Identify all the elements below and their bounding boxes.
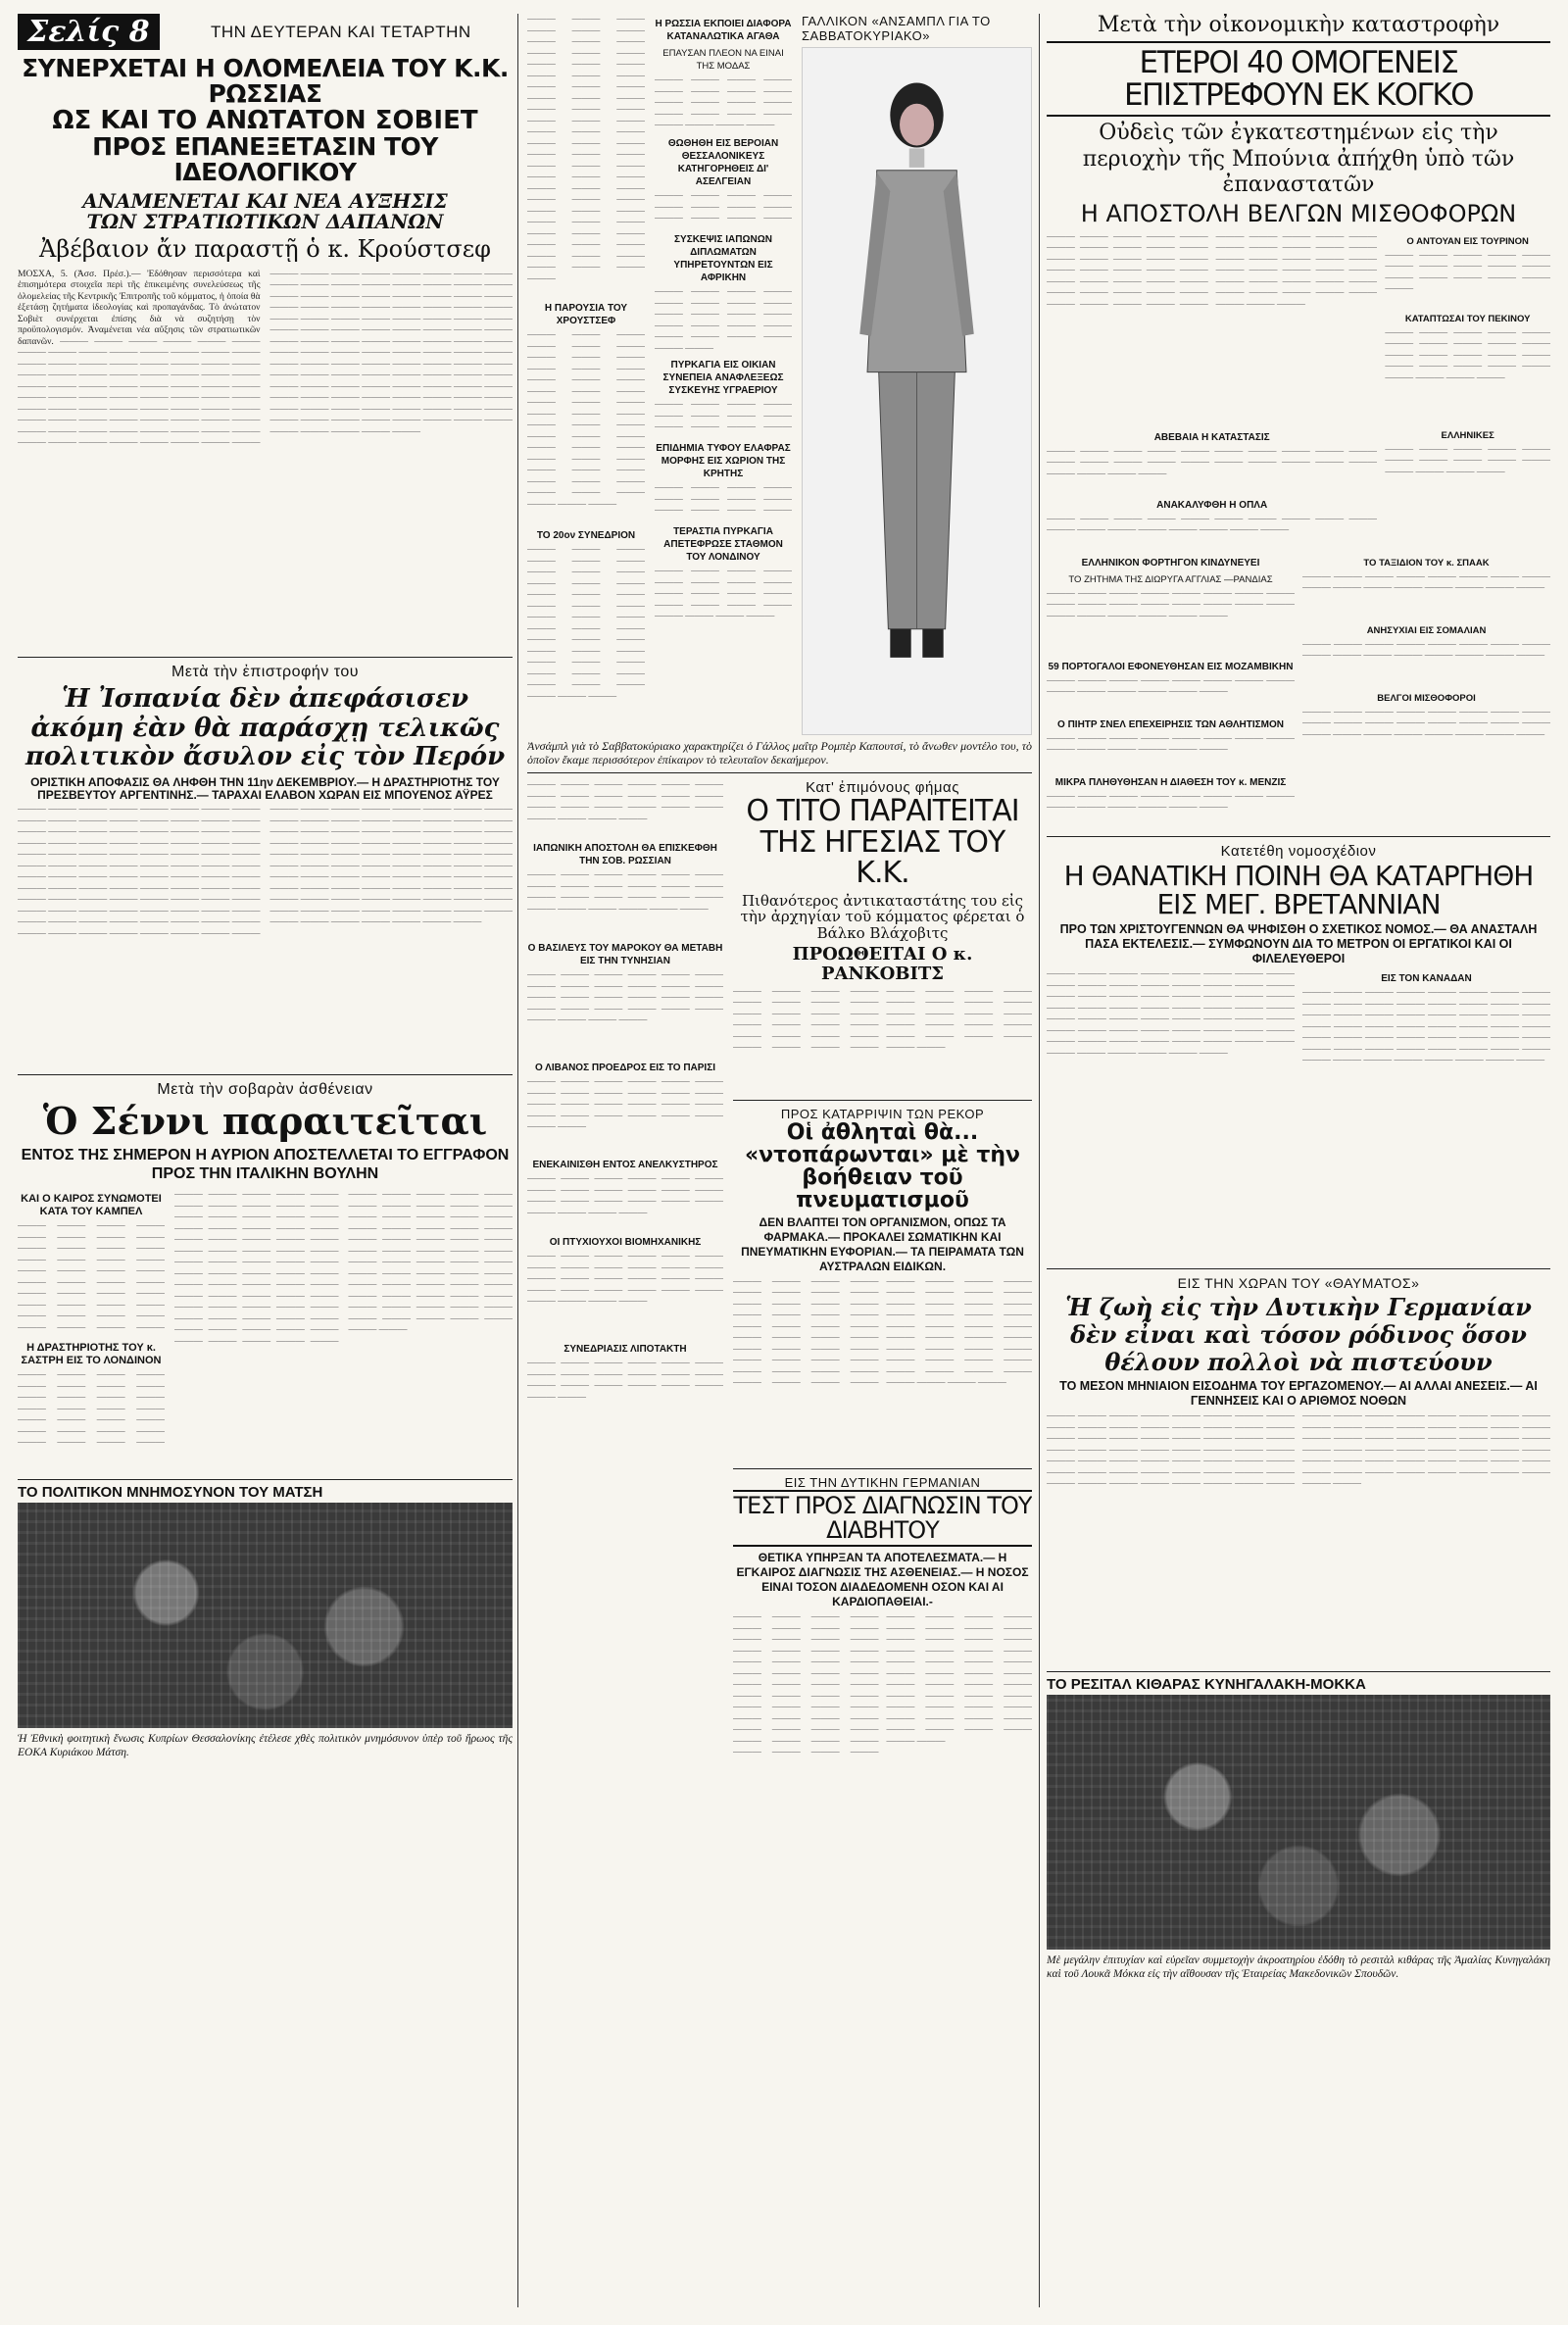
lower-left-body-5: ——— ——— ——— ——— ——— ——— ——— ——— ——— ——— ——— ——— ——— ——— ——— ——— ——— ——— ——— ——— ——— ——— bbox=[527, 1173, 723, 1218]
fashion-caption: Ἀνσάμπλ γιὰ τὸ Σαββατοκύριακο χαρακτηρίζει ὁ Γάλλος μαΐτρ Ρομπὲρ Καπουτσί, τὸ ἄνωθεν μοντέλο του, τὸ ὁποῖον ἔκαμε περισσότερον ἐπίκαιρον τὸ τελευταῖον δεκαήμερον. bbox=[527, 739, 1032, 767]
tito-subhead: Πιθανότερος ἀντικαταστάτης του εἰς τὴν ἀρχηγίαν τοῦ κόμματος φέρεται ὁ Βάλκο Βλάχοβιτς bbox=[740, 891, 1025, 942]
spain-subhead: ΟΡΙΣΤΙΚΗ ΑΠΟΦΑΣΙΣ ΘΑ ΛΗΦΘΗ ΤΗΝ 11ην ΔΕΚΕΜΒΡΙΟΥ.— Η ΔΡΑΣΤΗΡΙΟΤΗΣ ΤΟΥ ΠΡΕΣΒΕΥΤΟΥ ΑΡΓΕΝΤΙΝΗΣ.— ΤΑΡΑΧΑΙ ΕΛΑΒΟΝ ΧΩΡΑΝ ΕΙΣ ΜΠΟΥΕΝΟΣ ΑΫΡΕΣ bbox=[30, 775, 500, 803]
congo-small-1-body: ——— ——— ——— ——— ——— ——— ——— ——— ——— ——— ——— ——— ——— ——— ——— ——— ——— ——— ——— ——— ——— ——— ——— ——— bbox=[1047, 445, 1378, 479]
congress-subhead: ΤΟ 20ον ΣΥΝΕΔΡΙΟΝ bbox=[536, 530, 636, 541]
news-briefs-right bbox=[1047, 553, 1550, 830]
matsis-photo-caption: Ἡ Ἐθνικὴ φοιτητικὴ ἕνωσις Κυπρίων Θεσσαλονίκης ἐτέλεσε χθὲς πολιτικὸν μνημόσυνον ὑπὲρ τοῦ ἥρωος τῆς ΕΟΚΑ Κυριάκου Μάτση. bbox=[18, 1733, 513, 1759]
canada-body: ——— ——— ——— ——— ——— ——— ——— ——— ——— ——— ——— ——— ——— ——— ——— ——— ——— ——— ——— ——— ——— ——— ——— ——— ——— ——— ——— ——— ——— ——— ——— ——— ——— ——— ——— ——— ——— ——— ——— ——— ——— ——— ——— ——— ——— ——— ——— ——— ——— ——— ——— ——— ——— ——— ——— ——— bbox=[1302, 987, 1550, 1066]
record-subhead: ΔΕΝ ΒΛΑΠΤΕΙ ΤΟΝ ΟΡΓΑΝΙΣΜΟΝ, ΟΠΩΣ ΤΑ ΦΑΡΜΑΚΑ.— ΠΡΟΚΑΛΕΙ ΣΩΜΑΤΙΚΗΝ ΚΑΙ ΠΝΕΥΜΑΤΙΚΗΝ ΕΥΦΟΡΙΑΝ.— ΤΑ ΠΕΙΡΑΜΑΤΑ ΤΩΝ ΑΥΣΤΡΑΛΩΝ ΕΙΔΙΚΩΝ. bbox=[741, 1214, 1024, 1273]
brief-5-body: ——— ——— ——— ——— ——— ——— ——— ——— ——— ——— ——— ——— ——— ——— bbox=[655, 482, 792, 521]
greek-ship-subhead: ΕΛΛΗΝΙΚΟΝ ΦΟΡΤΗΓΟΝ ΚΙΝΔΥΝΕΥΕΙ bbox=[1081, 557, 1260, 569]
menzies-body: ——— ——— ——— ——— ——— ——— ——— ——— ——— ——— ——— ——— ——— ——— bbox=[1047, 790, 1295, 814]
congo-deck: Οὐδεὶς τῶν ἐγκατεστημένων εἰς τὴν περιοχὴν τῆς Μπούνια ἀπήχθη ὑπὸ τῶν ἐπαναστατῶν bbox=[1082, 121, 1515, 198]
mozambique-subhead: 59 ΠΟΡΤΟΓΑΛΟΙ ΕΦΟΝΕΥΘΗΣΑΝ ΕΙΣ ΜΟΖΑΜΒΙΚΗΝ bbox=[1048, 661, 1294, 672]
congo-right-2: ΚΑΤΑΠΤΩΣΑΙ ΤΟΥ ΠΕΚΙΝΟΥ bbox=[1404, 313, 1531, 324]
snell-body: ——— ——— ——— ——— ——— ——— ——— ——— ——— ——— ——— ——— ——— ——— bbox=[1047, 732, 1295, 756]
deserter-subhead: ΣΥΝΕΔΡΙΑΣΙΣ ΛΙΠΟΤΑΚΤΗ bbox=[564, 1344, 687, 1355]
soviet-body-filler: ——— ——— ——— ——— ——— ——— ——— ——— ——— ——— ——— ——— ——— ——— ——— ——— ——— ——— ——— ——— ——— ——— ——— ——— ——— ——— ——— ——— ——— ——— ——— ——— ——— ——— ——— ——— ——— ——— ——— ——— ——— ——— ——— ——— ——— ——— ——— ——— ——— ——— ——— ——— ——— ——— ——— ——— ——— ——— ——— ——— ——— ——— ——— ——— ——— ——— ——— ——— ——— ——— ——— ——— ——— ——— ——— ——— ——— ——— ——— ——— ——— ——— ——— ——— ——— ——— ——— ——— ——— ——— ——— ——— ——— ——— ——— ——— ——— ——— ——— ——— ——— ——— ——— ——— ——— ——— ——— ——— ——— ——— ——— ——— ——— ——— ——— ——— ——— ——— ——— ——— ——— ——— ——— ——— ——— ——— ——— ——— ——— ——— ——— ——— ——— ——— ——— ——— ——— ——— ——— ——— ——— ——— ——— ——— ——— ——— ——— ——— ——— ——— ——— ——— ——— ——— ——— ——— ——— ——— ——— ——— ——— ——— ——— ——— ——— ——— ——— ——— ——— ——— ——— ——— ——— ——— ——— ——— ——— ——— ——— ——— ——— ——— ——— ——— ——— ——— ——— ——— ——— ——— ——— ——— ——— ——— ——— bbox=[18, 268, 513, 449]
congo-headline: ΕΤΕΡΟΙ 40 ΟΜΟΓΕΝΕΙΣ ΕΠΙΣΤΡΕΦΟΥΝ ΕΚ ΚΟΓΚΟ bbox=[1047, 41, 1550, 117]
death-penalty-section bbox=[1047, 968, 1550, 1262]
brief-1b: ΕΠΑΥΣΑΝ ΠΛΕΟΝ ΝΑ ΕΙΝΑΙ ΤΗΣ ΜΟΔΑΣ bbox=[662, 48, 784, 72]
column-divider-2 bbox=[1039, 14, 1040, 2307]
brief-4: ΠΥΡΚΑΓΙΑ ΕΙΣ ΟΙΚΙΑΝ ΣΥΝΕΠΕΙΑ ΑΝΑΦΛΕΞΕΩΣ ΣΥΣΚΕΥΗΣ ΥΓΡΑΕΡΙΟΥ bbox=[662, 360, 784, 396]
narrow-body-2: ——— ——— ——— ——— ——— ——— ——— ——— ——— ——— ——— ——— ——— ——— ——— ——— ——— ——— ——— ——— ——— ——— ——— ——— ——— ——— ——— ——— ——— ——— ——— ——— ——— ——— ——— ——— ——— ——— ——— ——— ——— ——— ——— ——— ——— ——— ——— ——— bbox=[527, 329, 645, 510]
spain-body-filler: ——— ——— ——— ——— ——— ——— ——— ——— ——— ——— ——— ——— ——— ——— ——— ——— ——— ——— ——— ——— ——— ——— ——— ——— ——— ——— ——— ——— ——— ——— ——— ——— ——— ——— ——— ——— ——— ——— ——— ——— ——— ——— ——— ——— ——— ——— ——— ——— ——— ——— ——— ——— ——— ——— ——— ——— ——— ——— ——— ——— ——— ——— ——— ——— ——— ——— ——— ——— ——— ——— ——— ——— ——— ——— ——— ——— ——— ——— ——— ——— ——— ——— ——— ——— ——— ——— ——— ——— ——— ——— ——— ——— ——— ——— ——— ——— ——— ——— ——— ——— ——— ——— ——— ——— ——— ——— ——— ——— ——— ——— ——— ——— ——— ——— ——— ——— ——— ——— ——— ——— ——— ——— ——— ——— ——— ——— ——— ——— ——— ——— ——— ——— ——— ——— ——— ——— ——— ——— ——— ——— ——— ——— ——— ——— ——— ——— ——— ——— ——— ——— ——— ——— ——— ——— ——— ——— ——— ——— ——— ——— ——— ——— ——— ——— ——— ——— ——— ——— ——— ——— ——— ——— ——— ——— ——— ——— ——— ——— ——— ——— ——— ——— ——— bbox=[18, 804, 513, 939]
fashion-feature bbox=[802, 14, 1032, 735]
brief-6: ΤΕΡΑΣΤΙΑ ΠΥΡΚΑΓΙΑ ΑΠΕΤΕΦΡΩΣΕ ΣΤΑΘΜΟΝ ΤΟΥ ΛΟΝΔΙΝΟΥ bbox=[663, 526, 783, 563]
column-right bbox=[1047, 14, 1550, 2307]
congo-right-3: ΕΛΛΗΝΙΚΕΣ bbox=[1441, 429, 1494, 441]
brief-3: ΣΥΣΚΕΨΙΣ ΙΑΠΩΝΩΝ ΔΙΠΛΩΜΑΤΩΝ ΥΠΗΡΕΤΟΥΝΤΩΝ ΕΙΣ ΑΦΡΙΚΗΝ bbox=[673, 234, 773, 283]
senni-subhead: ΕΝΤΟΣ ΤΗΣ ΣΗΜΕΡΟΝ Η ΑΥΡΙΟΝ ΑΠΟΣΤΕΛΛΕΤΑΙ ΤΟ ΕΓΓΡΑΦΟΝ ΠΡΟΣ ΤΗΝ ΙΤΑΛΙΚΗΝ ΒΟΥΛΗΝ bbox=[21, 1147, 510, 1183]
congo-right-1-body: ——— ——— ——— ——— ——— ——— ——— ——— ——— ——— ——— ——— ——— ——— ——— ——— bbox=[1385, 249, 1550, 295]
spain-article-body bbox=[18, 804, 513, 1068]
japan-mission-subhead: ΙΑΠΩΝΙΚΗ ΑΠΟΣΤΟΛΗ ΘΑ ΕΠΙΣΚΕΦΘΗ ΤΗΝ ΣΟΒ. ΡΩΣΣΙΑΝ bbox=[533, 843, 717, 866]
tito-subhead-2: ΠΡΟΩΘΕΙΤΑΙ Ο κ. ΡΑΝΚΟΒΙΤΣ bbox=[792, 944, 973, 984]
sastri-subhead: Η ΔΡΑΣΤΗΡΙΟΤΗΣ ΤΟΥ κ. ΣΑΣΤΡΗ ΕΙΣ ΤΟ ΛΟΝΔΙΝΟΝ bbox=[21, 1342, 162, 1367]
congo-subheadline: Η ΑΠΟΣΤΟΛΗ ΒΕΛΓΩΝ ΜΙΣΘΟΦΟΡΩΝ bbox=[1080, 200, 1517, 228]
middle-top-row bbox=[527, 14, 1032, 735]
senni-headline: Ὁ Σέννι παραιτεῖται bbox=[42, 1099, 488, 1144]
congo-right-1: Ο ΑΝΤΟΥΑΝ ΕΙΣ ΤΟΥΡΙΝΟΝ bbox=[1406, 235, 1529, 247]
page-number: Σελίς 8 bbox=[18, 14, 160, 50]
wonder-body: ——— ——— ——— ——— ——— ——— ——— ——— ——— ——— ——— ——— ——— ——— ——— ——— ——— ——— ——— ——— ——— ——— ——— ——— ——— ——— ——— ——— ——— ——— ——— ——— ——— ——— ——— ——— ——— ——— ——— ——— ——— ——— ——— ——— ——— ——— ——— ——— ——— ——— ——— ——— ——— ——— ——— ——— ——— ——— ——— ——— ——— ——— ——— ——— ——— ——— ——— ——— ——— ——— ——— ——— ——— ——— ——— ——— ——— ——— ——— ——— ——— ——— ——— ——— ——— ——— ——— ——— ——— ——— ——— ——— ——— ——— ——— ——— ——— ——— ——— ——— ——— ——— ——— ——— ——— ——— bbox=[1047, 1410, 1550, 1490]
brief-3-body: ——— ——— ——— ——— ——— ——— ——— ——— ——— ——— ——— ——— ——— ——— ——— ——— ——— ——— ——— ——— ——— ——— bbox=[655, 286, 792, 354]
senni-sidebar bbox=[18, 1189, 165, 1473]
spain-kicker: Μετὰ τὴν ἐπιστροφήν του bbox=[171, 663, 360, 680]
tito-kicker: Κατ' ἐπιμόνους φήμας bbox=[806, 779, 959, 796]
soviet-headline-1: ΣΥΝΕΡΧΕΤΑΙ Η ΟΛΟΜΕΛΕΙΑ ΤΟΥ Κ.Κ. ΡΩΣΣΙΑΣ bbox=[22, 54, 509, 109]
narrow-body-1: ——— ——— ——— ——— ——— ——— ——— ——— ——— ——— ——— ——— ——— ——— ——— ——— ——— ——— ——— ——— ——— ——— ——— ——— ——— ——— ——— ——— ——— ——— ——— ——— ——— ——— ——— ——— ——— ——— ——— ——— ——— ——— ——— ——— ——— ——— ——— ——— ——— ——— ——— ——— ——— ——— ——— ——— ——— ——— ——— ——— ——— ——— ——— ——— ——— ——— ——— ——— ——— ——— bbox=[527, 14, 645, 284]
brief-6-body: ——— ——— ——— ——— ——— ——— ——— ——— ——— ——— ——— ——— ——— ——— ——— ——— ——— ——— ——— ——— bbox=[655, 566, 792, 621]
brief-5: ΕΠΙΔΗΜΙΑ ΤΥΦΟΥ ΕΛΑΦΡΑΣ ΜΟΡΦΗΣ ΕΙΣ ΧΩΡΙΟΝ ΤΗΣ ΚΡΗΤΗΣ bbox=[656, 443, 791, 479]
record-kicker: ΠΡΟΣ ΚΑΤΑΡΡΙΨΙΝ ΤΩΝ ΡΕΚΟΡ bbox=[780, 1106, 985, 1121]
lebanon-subhead: Ο ΛΙΒΑΝΟΣ ΠΡΟΕΔΡΟΣ ΕΙΣ ΤΟ ΠΑΡΙΣΙ bbox=[535, 1063, 715, 1073]
menzies-subhead: ΜΙΚΡΑ ΠΛΗΘΥΘΗΣΑΝ Η ΔΙΑΘΕΣΗ ΤΟΥ κ. ΜΕΝΖΙΣ bbox=[1054, 776, 1287, 788]
masthead-row bbox=[18, 14, 513, 50]
brief-2: ΘΩΘΗΘΗ ΕΙΣ ΒΕΡΟΙΑΝ ΘΕΣΣΑΛΟΝΙΚΕΥΣ ΚΑΤΗΓΟΡΗΘΕΙΣ ΔΙ' ΑΣΕΛΓΕΙΑΝ bbox=[667, 138, 779, 187]
lower-left-body-7: ——— ——— ——— ——— ——— ——— ——— ——— ——— ——— ——— ——— ——— ——— ——— ——— ——— ——— ——— ——— bbox=[527, 1358, 723, 1403]
briefs-right-col-b bbox=[1302, 553, 1550, 830]
sastri-body: ——— ——— ——— ——— ——— ——— ——— ——— ——— ——— ——— ——— ——— ——— ——— ——— ——— ——— ——— ——— ——— ——— ——— ——— ——— ——— ——— ——— bbox=[18, 1369, 165, 1449]
mercenaries-subhead: ΒΕΛΓΟΙ ΜΙΣΘΟΦΟΡΟΙ bbox=[1377, 692, 1476, 704]
record-headline: Οἱ ἀθληταὶ θὰ... «ντοπάρωνται» μὲ τὴν βοήθειαν τοῦ πνευματισμοῦ bbox=[744, 1119, 1021, 1212]
congo-kicker: Μετὰ τὴν οἰκονομικὴν καταστροφὴν bbox=[1097, 14, 1500, 37]
recital-photo-title: ΤΟ ΡΕΣΙΤΑΛ ΚΙΘΑΡΑΣ ΚΥΝΗΓΑΛΑΚΗ-ΜΟΚΚΑ bbox=[1047, 1676, 1366, 1694]
krushchev-subhead: Η ΠΑΡΟΥΣΙΑ ΤΟΥ ΧΡΟΥΣΤΣΕΦ bbox=[544, 303, 628, 326]
spain-headline: Ἡ Ἰσπανία δὲν ἀπεφάσισεν ἀκόμη ἐὰν θὰ παράσχῃ τελικῶς πολιτικὸν ἄσυλον εἰς τὸν Περόν bbox=[24, 683, 506, 772]
death-penalty-kicker: Κατετέθη νομοσχέδιον bbox=[1220, 842, 1377, 860]
congo-small-2: ΑΝΑΚΑΛΥΦΘΗ Η ΟΠΛΑ bbox=[1156, 499, 1268, 511]
weather-subhead: ΚΑΙ Ο ΚΑΙΡΟΣ ΣΥΝΩΜΟΤΕΙ ΚΑΤΑ ΤΟΥ ΚΑΜΠΕΛ bbox=[21, 1193, 162, 1218]
column-middle bbox=[527, 14, 1032, 2307]
soviet-kicker: ΤΗΝ ΔΕΥΤΕΡΑΝ ΚΑΙ ΤΕΤΑΡΤΗΝ bbox=[210, 22, 471, 41]
congo-right bbox=[1385, 231, 1550, 553]
mercenaries-body: ——— ——— ——— ——— ——— ——— ——— ——— ——— ——— ——— ——— ——— ——— ——— ——— ——— ——— ——— ——— ——— ——— ——— ——— bbox=[1302, 706, 1550, 740]
canal-body: ——— ——— ——— ——— ——— ——— ——— ——— ——— ——— ——— ——— ——— ——— ——— ——— ——— ——— ——— ——— ——— ——— bbox=[1047, 587, 1295, 621]
senni-kicker: Μετὰ τὴν σοβαρὰν ἀσθένειαν bbox=[157, 1081, 373, 1099]
congo-small-1: ΑΒΕΒΑΙΑ Η ΚΑΤΑΣΤΑΣΙΣ bbox=[1153, 431, 1270, 443]
congo-right-3-body: ——— ——— ——— ——— ——— ——— ——— ——— ——— ——— ——— ——— ——— ——— bbox=[1385, 443, 1550, 477]
lower-left-body-2: ——— ——— ——— ——— ——— ——— ——— ——— ——— ——— ——— ——— ——— ——— ——— ——— ——— ——— ——— ——— ——— ——— ——— ——— bbox=[527, 869, 723, 915]
wonder-kicker: ΕΙΣ ΤΗΝ ΧΩΡΑΝ ΤΟΥ «ΘΑΥΜΑΤΟΣ» bbox=[1177, 1275, 1420, 1292]
snell-subhead: Ο ΠΙΗΤΡ ΣΝΕΛ ΕΠΕΧΕΙΡΗΣΙΣ ΤΩΝ ΑΘΛΗΤΙΣΜΟΝ bbox=[1057, 718, 1284, 730]
fashion-kicker: ΓΑΛΛΙΚΟΝ «ΑΝΣΑΜΠΛ ΓΙΑ ΤΟ ΣΑΒΒΑΤΟΚΥΡΙΑΚΟ» bbox=[802, 14, 991, 43]
soviet-deck: Ἀβέβαιον ἄν παραστῇ ὁ κ. Κρούστσεφ bbox=[39, 235, 491, 264]
recital-audience-photo bbox=[1047, 1695, 1550, 1950]
soviet-subhead-1: ΑΝΑΜΕΝΕΤΑΙ ΚΑΙ ΝΕΑ ΑΥΞΗΣΙΣ bbox=[82, 189, 448, 214]
soviet-article-body bbox=[18, 269, 513, 651]
fashion-model-photo bbox=[802, 47, 1032, 735]
spaak-body: ——— ——— ——— ——— ——— ——— ——— ——— ——— ——— ——— ——— ——— ——— ——— ——— bbox=[1302, 570, 1550, 594]
canada-subhead: ΕΙΣ ΤΟΝ ΚΑΝΑΔΑΝ bbox=[1381, 973, 1472, 985]
lower-left-body-4: ——— ——— ——— ——— ——— ——— ——— ——— ——— ——— ——— ——— ——— ——— ——— ——— ——— ——— ——— ——— ——— ——— ——— ——— ——— ——— bbox=[527, 1076, 723, 1132]
brief-1: Η ΡΩΣΣΙΑ ΕΚΠΟΙΕΙ ΔΙΑΦΟΡΑ ΚΑΤΑΝΑΛΩΤΙΚΑ ΑΓΑΘΑ bbox=[655, 19, 792, 42]
soviet-headline-2: ΩΣ ΚΑΙ ΤΟ ΑΝΩΤΑΤΟΝ ΣΟΒΙΕΤ bbox=[52, 105, 478, 135]
brief-1-body: ——— ——— ——— ——— ——— ——— ——— ——— ——— ——— ——— ——— ——— ——— ——— ——— ——— ——— ——— ——— bbox=[655, 74, 792, 130]
lower-left-body-1: ——— ——— ——— ——— ——— ——— ——— ——— ——— ——— ——— ——— ——— ——— ——— ——— ——— ——— ——— ——— ——— ——— bbox=[527, 779, 723, 824]
model-silhouette-icon bbox=[803, 48, 1031, 734]
wonder-headline: Ἡ ζωὴ εἰς τὴν Δυτικὴν Γερμανίαν δὲν εἶναι καὶ τόσον ρόδινος ὅσον θέλουν πολλοὶ νὰ πιστεύουν bbox=[1065, 1293, 1532, 1376]
soviet-body-text: ΜΟΣΧΑ, 5. (Ἀσσ. Πρέσ.).— Ἐδόθησαν περισσότερα καὶ ἐπισημότερα στοιχεῖα περὶ τῆς ἐπικειμένης συνελεύσεως τῆς ὁλομελείας τῆς Κεντρικῆς Ἐπιτροπῆς τοῦ κόμματος, ἡ ὁποία θὰ ἐξετάσῃ ζητήματα ἰδεολογίας καὶ προπαγάνδας. Τὸ ἀνώτατον Σοβιὲτ συνέρχεται ἐπίσης διὰ νὰ συζητήσῃ τὸν προϋπολογισμόν. Ἀναμένεται νέα αὔξησις τῶν στρατιωτικῶν δαπανῶν. bbox=[18, 268, 261, 347]
column-divider-1 bbox=[517, 14, 518, 2307]
spaak-subhead: ΤΟ ΤΑΞΙΔΙΟΝ ΤΟΥ κ. ΣΠΑΑΚ bbox=[1363, 557, 1490, 569]
lower-left-body-6: ——— ——— ——— ——— ——— ——— ——— ——— ——— ——— ——— ——— ——— ——— ——— ——— ——— ——— ——— ——— ——— ——— ——— ——— ——— ——— ——— ——— bbox=[527, 1251, 723, 1307]
death-penalty-body: ——— ——— ——— ——— ——— ——— ——— ——— ——— ——— ——— ——— ——— ——— ——— ——— ——— ——— ——— ——— ——— ——— ——— ——— ——— ——— ——— ——— ——— ——— ——— ——— ——— ——— ——— ——— ——— ——— ——— ——— ——— ——— ——— ——— ——— ——— ——— ——— ——— ——— ——— ——— ——— ——— ——— ——— ——— ——— ——— ——— ——— ——— bbox=[1047, 968, 1295, 1059]
record-body: ——— ——— ——— ——— ——— ——— ——— ——— ——— ——— ——— ——— ——— ——— ——— ——— ——— ——— ——— ——— ——— ——— ——— ——— ——— ——— ——— ——— ——— ——— ——— ——— ——— ——— ——— ——— ——— ——— ——— ——— ——— ——— ——— ——— ——— ——— ——— ——— ——— ——— ——— ——— ——— ——— ——— ——— ——— ——— ——— ——— ——— ——— ——— ——— ——— ——— ——— ——— ——— ——— ——— ——— ——— ——— ——— ——— ——— ——— ——— ——— bbox=[733, 1275, 1032, 1389]
matsis-memorial-photo bbox=[18, 1503, 513, 1728]
tito-headline: Ο ΤΙΤΟ ΠΑΡΑΙΤΕΙΤΑΙ ΤΗΣ ΗΓΕΣΙΑΣ ΤΟΥ Κ.Κ. bbox=[746, 794, 1019, 890]
somalia-body: ——— ——— ——— ——— ——— ——— ——— ——— ——— ——— ——— ——— ——— ——— ——— ——— bbox=[1302, 638, 1550, 662]
germany-body: ——— ——— ——— ——— ——— ——— ——— ——— ——— ——— ——— ——— ——— ——— ——— ——— ——— ——— ——— ——— ——— ——— ——— ——— ——— ——— ——— ——— ——— ——— ——— ——— ——— ——— ——— ——— ——— ——— ——— ——— ——— ——— ——— ——— ——— ——— ——— ——— ——— ——— ——— ——— ——— ——— ——— ——— ——— ——— ——— ——— ——— ——— ——— ——— ——— ——— ——— ——— ——— ——— ——— ——— ——— ——— ——— ——— ——— ——— ——— ——— ——— ——— ——— ——— ——— ——— ——— ——— ——— ——— ——— ——— ——— ——— ——— ——— ——— ——— bbox=[733, 1611, 1032, 1758]
middle-lower-left bbox=[527, 779, 723, 1847]
soviet-subhead-2: ΤΩΝ ΣΤΡΑΤΙΩΤΙΚΩΝ ΔΑΠΑΝΩΝ bbox=[86, 210, 444, 234]
death-penalty-headline: Η ΘΑΝΑΤΙΚΗ ΠΟΙΝΗ ΘΑ ΚΑΤΑΡΓΗΘΗ ΕΙΣ ΜΕΓ. ΒΡΕΤΑΝΝΙΑΝ bbox=[1063, 859, 1534, 921]
senni-article-body: ——— ——— ——— ——— ——— ——— ——— ——— ——— ——— ——— ——— ——— ——— ——— ——— ——— ——— ——— ——— ——— ——— ——— ——— ——— ——— ——— ——— ——— ——— ——— ——— ——— ——— ——— ——— ——— ——— ——— ——— ——— ——— ——— ——— ——— ——— ——— ——— ——— ——— ——— ——— ——— ——— ——— ——— ——— ——— ——— ——— ——— ——— ——— ——— ——— ——— ——— ——— ——— ——— ——— ——— ——— ——— ——— ——— ——— ——— ——— ——— ——— ——— ——— ——— ——— ——— ——— ——— ——— ——— ——— ——— ——— ——— ——— ——— ——— ——— ——— ——— ——— ——— ——— ——— ——— ——— ——— ——— ——— ——— ——— ——— ——— ——— ——— ——— ——— ——— ——— ——— ——— ——— ——— ——— ——— ——— ——— ——— ——— ——— ——— ——— bbox=[174, 1189, 513, 1347]
matsis-photo-title: ΤΟ ΠΟΛΙΤΙΚΟΝ ΜΝΗΜΟΣΥΝΟΝ ΤΟΥ ΜΑΤΣΗ bbox=[18, 1484, 323, 1502]
congo-body: ——— ——— ——— ——— ——— ——— ——— ——— ——— ——— ——— ——— ——— ——— ——— ——— ——— ——— ——— ——— ——— ——— ——— ——— ——— ——— ——— ——— ——— ——— ——— ——— ——— ——— ——— ——— ——— ——— ——— ——— ——— ——— ——— ——— ——— ——— ——— ——— ——— ——— ——— ——— ——— ——— ——— ——— ——— ——— ——— ——— ——— ——— ——— ——— ——— ——— ——— ——— bbox=[1047, 230, 1378, 310]
graduates-subhead: ΟΙ ΠΤΥΧΙΟΥΧΟΙ ΒΙΟΜΗΧΑΝΙΚΗΣ bbox=[549, 1237, 702, 1248]
narrow-body-3: ——— ——— ——— ——— ——— ——— ——— ——— ——— ——— ——— ——— ——— ——— ——— ——— ——— ——— ——— ——— ——— ——— ——— ——— ——— ——— ——— ——— ——— ——— ——— ——— ——— ——— ——— ——— ——— ——— ——— ——— ——— ——— bbox=[527, 544, 645, 702]
tito-body: ——— ——— ——— ——— ——— ——— ——— ——— ——— ——— ——— ——— ——— ——— ——— ——— ——— ——— ——— ——— ——— ——— ——— ——— ——— ——— ——— ——— ——— ——— ——— ——— ——— ——— ——— ——— ——— ——— ——— ——— ——— ——— ——— ——— ——— ——— bbox=[733, 985, 1032, 1054]
brief-4-body: ——— ——— ——— ——— ——— ——— ——— ——— ——— ——— ——— ——— ——— ——— bbox=[655, 399, 792, 438]
germany-subhead: ΘΕΤΙΚΑ ΥΠΗΡΞΑΝ ΤΑ ΑΠΟΤΕΛΕΣΜΑΤΑ.— Η ΕΓΚΑΙΡΟΣ ΔΙΑΓΝΩΣΙΣ ΤΗΣ ΑΣΘΕΝΕΙΑΣ.— Η ΝΟΣΟΣ ΕΙΝΑΙ ΤΟΣΟΝ ΔΙΑΔΕΔΟΜΕΝΗ ΟΣΟΝ ΚΑΙ ΑΙ ΚΑΡΔΙΟΠΑΘΕΙΑΙ.- bbox=[736, 1551, 1029, 1609]
congo-left bbox=[1047, 231, 1377, 553]
congo-right-2-body: ——— ——— ——— ——— ——— ——— ——— ——— ——— ——— ——— ——— ——— ——— ——— ——— ——— ——— ——— ——— ——— ——— ——— ——— bbox=[1385, 326, 1550, 383]
middle-lower-row bbox=[527, 779, 1032, 1847]
lower-left-body-3: ——— ——— ——— ——— ——— ——— ——— ——— ——— ——— ——— ——— ——— ——— ——— ——— ——— ——— ——— ——— ——— ——— ——— ——— ——— ——— ——— ——— bbox=[527, 969, 723, 1025]
death-penalty-subhead: ΠΡΟ ΤΩΝ ΧΡΙΣΤΟΥΓΕΝΝΩΝ ΘΑ ΨΗΦΙΣΘΗ Ο ΣΧΕΤΙΚΟΣ ΝΟΜΟΣ.— ΘΑ ΑΝΑΣΤΑΛΗ ΠΑΣΑ ΕΚΤΕΛΕΣΙΣ.— ΣΥΜΦΩΝΟΥΝ ΔΙΑ ΤΟ ΜΕΤΡΟΝ ΟΙ ΕΡΓΑΤΙΚΟΙ ΚΑΙ ΟΙ ΦΙΛΕΛΕΥΘΕΡΟΙ bbox=[1059, 922, 1538, 966]
narrow-news-stack bbox=[527, 14, 645, 735]
brief-2-body: ——— ——— ——— ——— ——— ——— ——— ——— ——— ——— ——— ——— ——— ——— bbox=[655, 190, 792, 229]
middle-lower-right bbox=[733, 779, 1032, 1847]
elevator-subhead: ΕΝΕΚΑΙΝΙΣΘΗ ΕΝΤΟΣ ΑΝΕΛΚΥΣΤΗΡΟΣ bbox=[532, 1160, 718, 1170]
senni-section bbox=[18, 1189, 513, 1473]
canada-column bbox=[1302, 968, 1550, 1262]
briefs-right-col-a bbox=[1047, 553, 1295, 830]
brief-news-stack bbox=[655, 14, 792, 735]
recital-photo-caption: Μὲ μεγάλην ἐπιτυχίαν καὶ εὐρεῖαν συμμετοχὴν ἀκροατηρίου ἐδόθη τὸ ρεσιτὰλ κιθάρας τῆς Ἀμαλίας Κυνηγαλάκη καὶ τοῦ Λουκᾶ Μόκκα εἰς τὴν αἴθουσαν τῆς Ἑταιρείας Μακεδονικῶν Σπουδῶν. bbox=[1047, 1954, 1550, 1981]
weather-body: ——— ——— ——— ——— ——— ——— ——— ——— ——— ——— ——— ——— ——— ——— ——— ——— ——— ——— ——— ——— ——— ——— ——— ——— ——— ——— ——— ——— ——— ——— ——— ——— ——— ——— ——— ——— ——— ——— ——— ——— bbox=[18, 1220, 165, 1333]
congo-section bbox=[1047, 231, 1550, 553]
soviet-headline-3: ΠΡΟΣ ΕΠΑΝΕΞΕΤΑΣΙΝ ΤΟΥ ΙΔΕΟΛΟΓΙΚΟΥ bbox=[92, 131, 438, 187]
newspaper-page bbox=[18, 14, 1550, 2311]
wonder-subhead: ΤΟ ΜΕΣΟΝ ΜΗΝΙΑΙΟΝ ΕΙΣΟΔΗΜΑ ΤΟΥ ΕΡΓΑΖΟΜΕΝΟΥ.— ΑΙ ΑΛΛΑΙ ΑΝΕΣΕΙΣ.— ΑΙ ΓΕΝΝΗΣΕΙΣ ΚΑΙ Ο ΑΡΙΘΜΟΣ ΝΟΘΩΝ bbox=[1059, 1379, 1538, 1409]
morocco-subhead: Ο ΒΑΣΙΛΕΥΣ ΤΟΥ ΜΑΡΟΚΟΥ ΘΑ ΜΕΤΑΒΗ ΕΙΣ ΤΗΝ ΤΥΝΗΣΙΑΝ bbox=[527, 943, 723, 966]
mozambique-body: ——— ——— ——— ——— ——— ——— ——— ——— ——— ——— ——— ——— ——— ——— bbox=[1047, 674, 1295, 698]
canal-subhead: ΤΟ ΖΗΤΗΜΑ ΤΗΣ ΔΙΩΡΥΓΑ ΑΓΓΛΙΑΣ —ΡΑΝΔΙΑΣ bbox=[1068, 573, 1273, 585]
somalia-subhead: ΑΝΗΣΥΧΙΑΙ ΕΙΣ ΣΟΜΑΛΙΑΝ bbox=[1366, 624, 1487, 636]
germany-headline: ΤΕΣΤ ΠΡΟΣ ΔΙΑΓΝΩΣΙΝ ΤΟΥ ΔΙΑΒΗΤΟΥ bbox=[733, 1490, 1032, 1547]
congo-small-2-body: ——— ——— ——— ——— ——— ——— ——— ——— ——— ——— ——— ——— ——— ——— ——— ——— ——— ——— bbox=[1047, 513, 1378, 536]
column-left bbox=[18, 14, 513, 2307]
germany-kicker: ΕΙΣ ΤΗΝ ΔΥΤΙΚΗΝ ΓΕΡΜΑΝΙΑΝ bbox=[784, 1474, 981, 1490]
